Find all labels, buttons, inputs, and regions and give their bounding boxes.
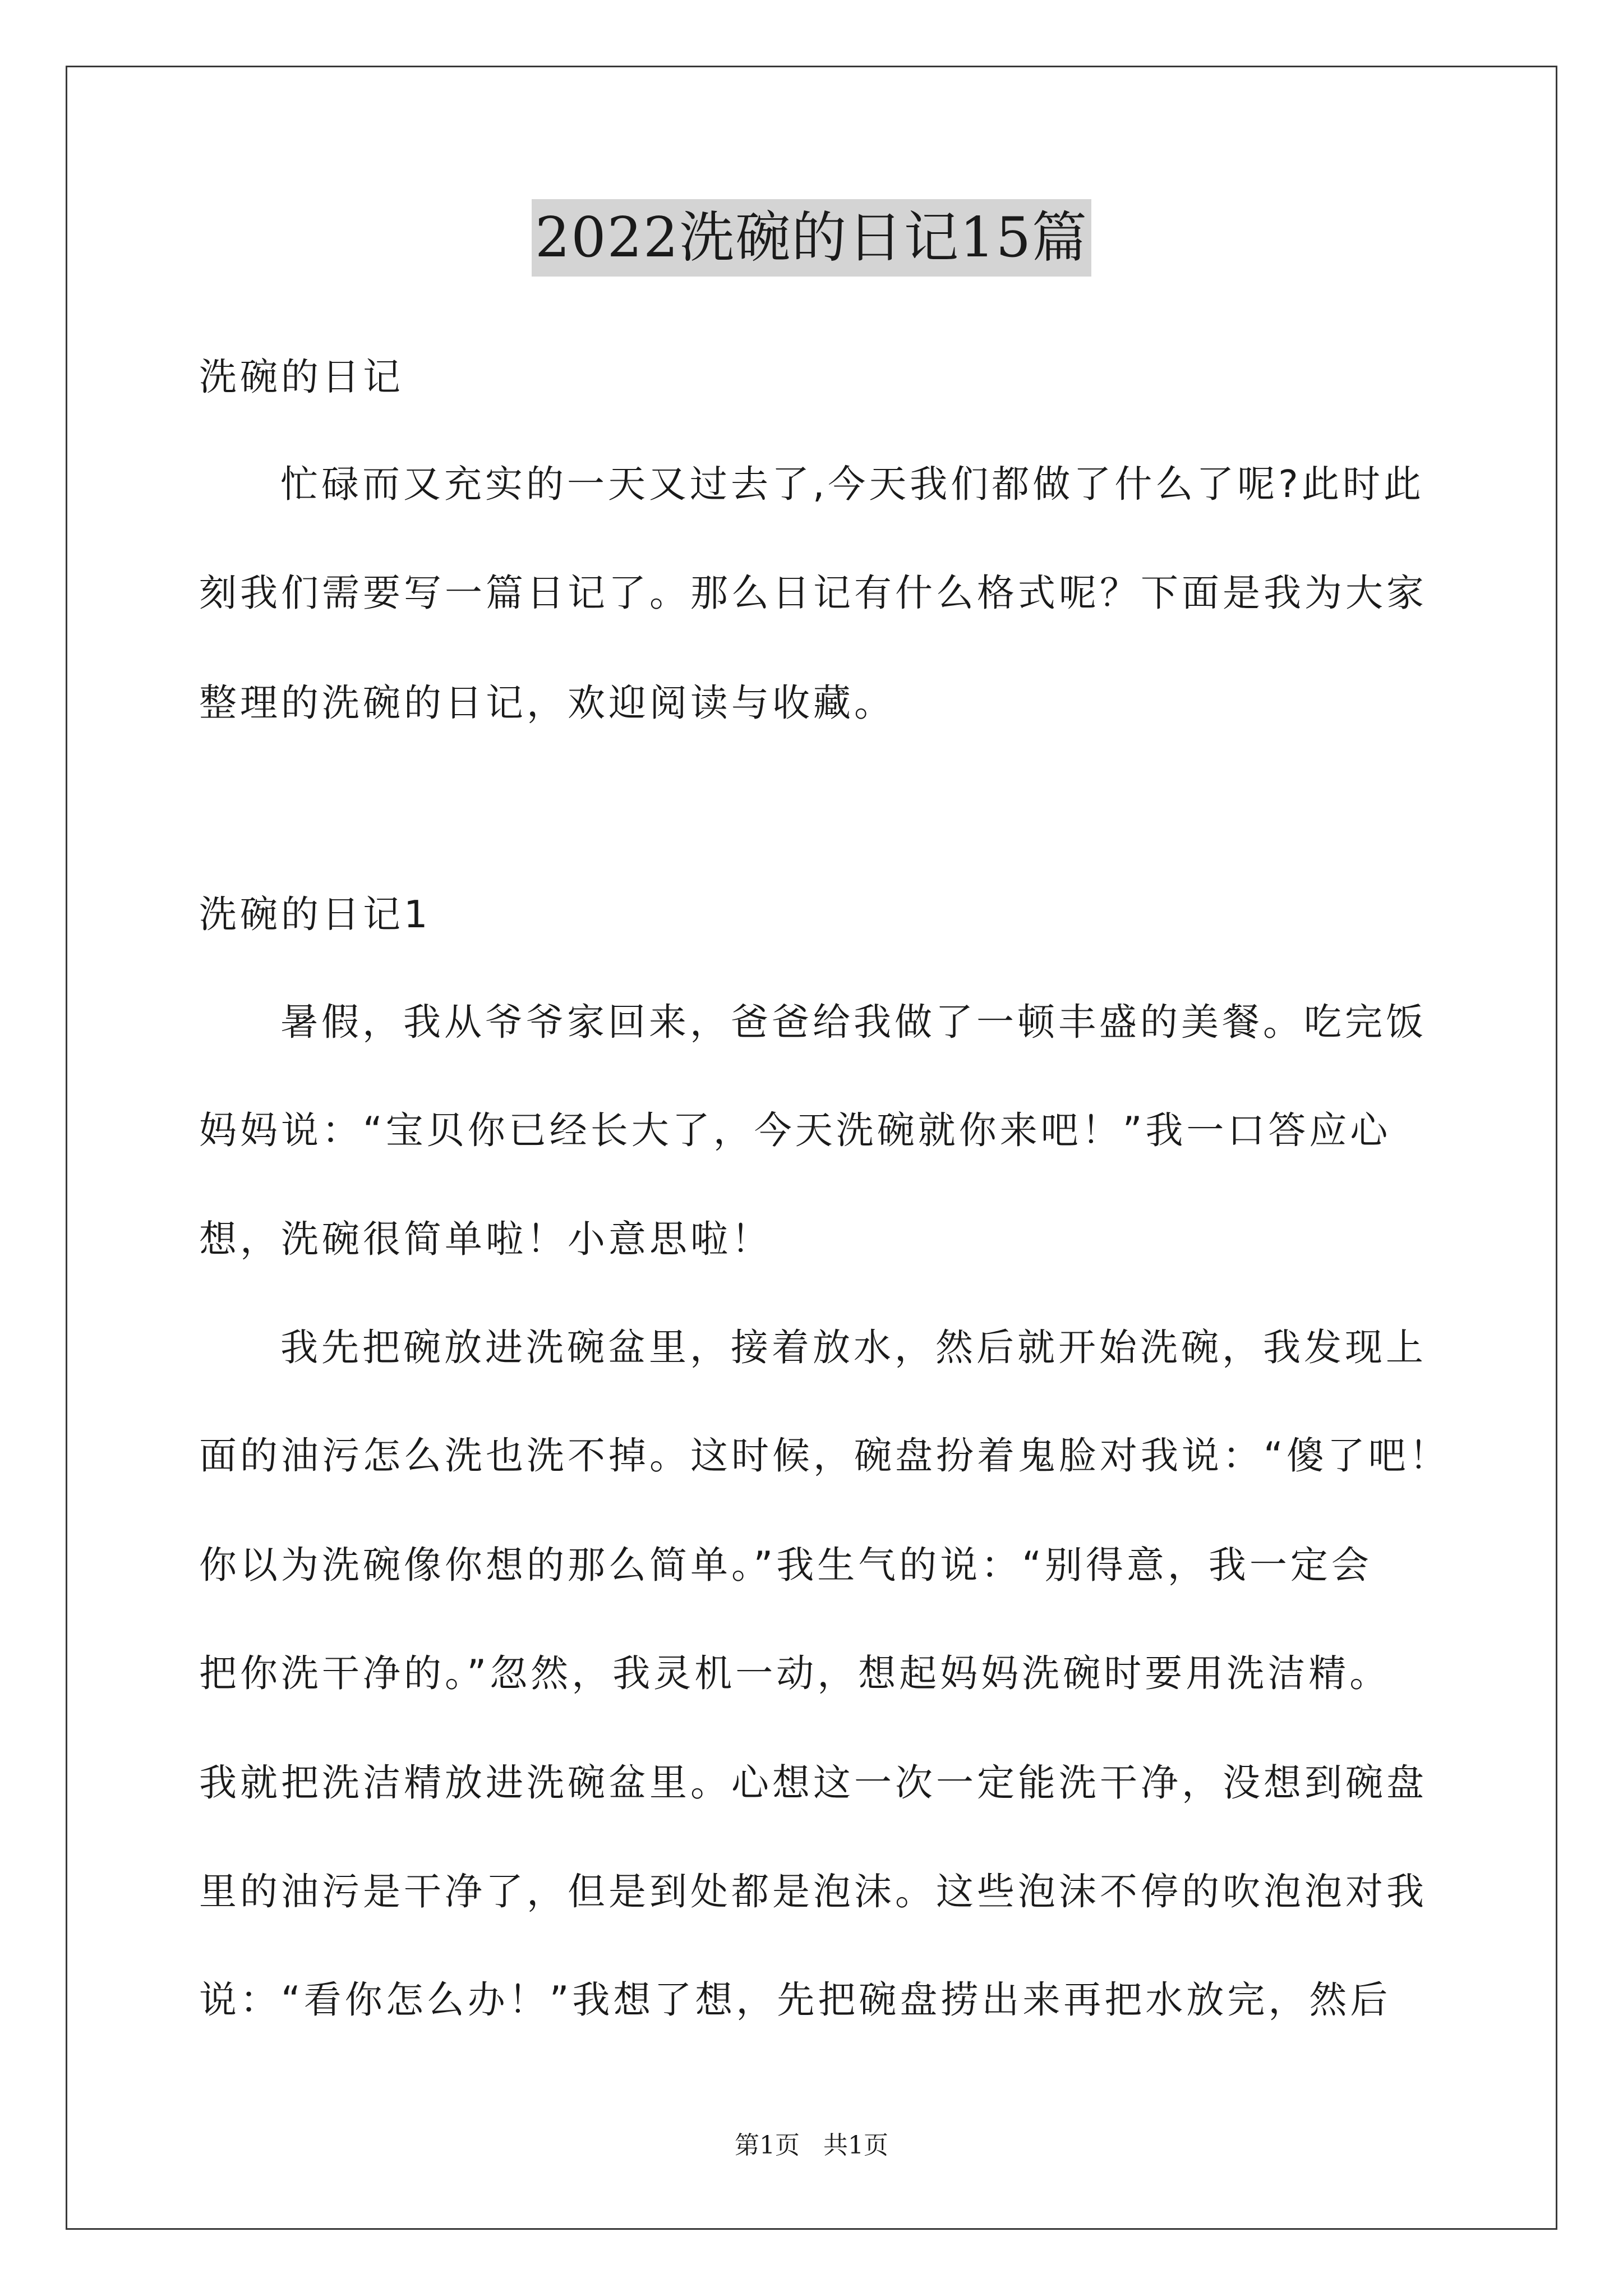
paragraph2-line-7: 说：“看你怎么办！”我想了想，先把碗盘捞出来再把水放完，然后 [199, 1978, 1391, 2022]
intro-line-1: 忙碌而又充实的一天又过去了,今天我们都做了什么了呢?此时此 [280, 462, 1424, 506]
paragraph1-line-2: 妈妈说：“宝贝你已经长大了，今天洗碗就你来吧！”我一口答应心 [199, 1108, 1391, 1152]
intro-heading: 洗碗的日记 [199, 355, 404, 399]
paragraph1-line-3: 想，洗碗很简单啦！小意思啦！ [199, 1217, 772, 1261]
paragraph2-line-2: 面的油污怎么洗也洗不掉。这时候，碗盘扮着鬼脸对我说：“傻了吧！ [199, 1434, 1450, 1478]
intro-line-3: 整理的洗碗的日记，欢迎阅读与收藏。 [199, 681, 895, 725]
paragraph2-line-4: 把你洗干净的。”忽然，我灵机一动，想起妈妈洗碗时要用洗洁精。 [199, 1651, 1391, 1695]
title-container [0, 199, 1623, 277]
paragraph1-line-1: 暑假，我从爷爷家回来，爸爸给我做了一顿丰盛的美餐。吃完饭 [280, 1000, 1427, 1044]
page-footer: 第1页 共1页 [735, 2131, 888, 2160]
document-title[interactable]: 2022洗碗的日记15篇 [532, 199, 1091, 277]
paragraph2-line-3: 你以为洗碗像你想的那么简单。”我生气的说：“别得意，我一定会 [199, 1543, 1372, 1587]
paragraph2-line-1: 我先把碗放进洗碗盆里，接着放水，然后就开始洗碗，我发现上 [280, 1326, 1427, 1369]
paragraph2-line-5: 我就把洗洁精放进洗碗盆里。心想这一次一定能洗干净，没想到碗盘 [199, 1761, 1427, 1805]
paragraph2-line-6: 里的油污是干净了，但是到处都是泡沫。这些泡沫不停的吹泡泡对我 [199, 1870, 1427, 1913]
intro-line-2: 刻我们需要写一篇日记了。那么日记有什么格式呢？下面是我为大家 [199, 571, 1427, 615]
section-heading: 洗碗的日记1 [199, 892, 431, 936]
